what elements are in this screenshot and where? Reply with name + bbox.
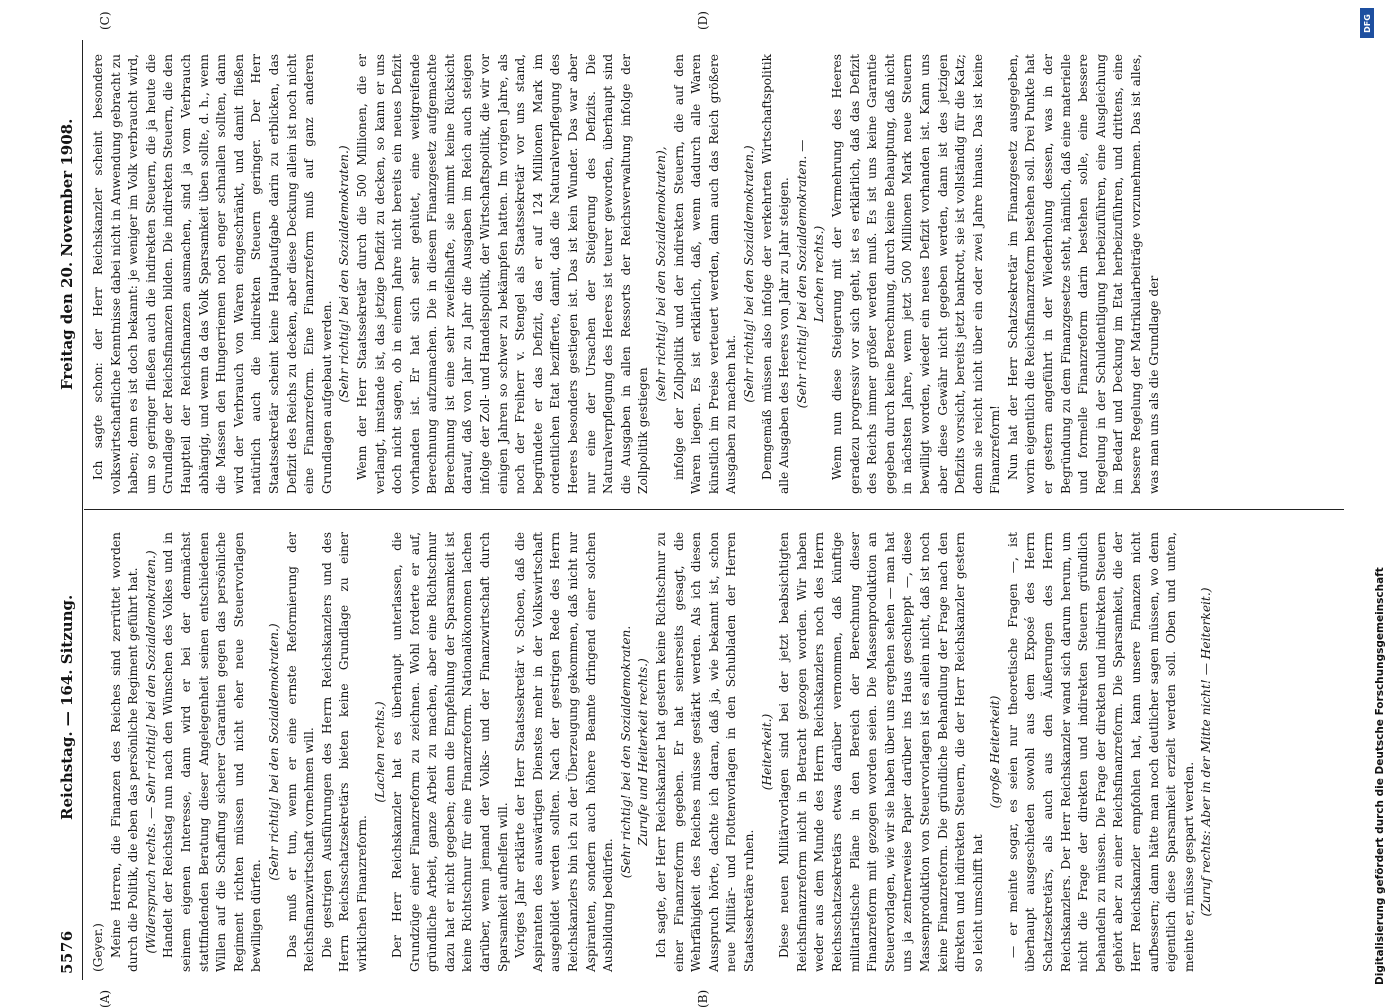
interjection: (Sehr richtig! bei den Sozialdemokraten. — [794, 139, 809, 409]
interjection: (Zuruf rechts: Aber in der Mitte nicht! — Heiterkeit.) [1199, 587, 1214, 917]
margin-mark-b: (B) [696, 989, 710, 1008]
digitization-credit: Digitalisierung gefördert durch die Deutsche Forschungsgemeinschaft [1374, 567, 1386, 985]
page-number: 5576 [58, 930, 76, 974]
interjection: (sehr richtig! bei den Sozialdemokraten), [654, 146, 668, 402]
interjection: (Sehr richtig! bei den Sozialdemokraten.) [741, 145, 756, 403]
scanned-page [56, 11, 1346, 1008]
paragraph: infolge der Zollpolitik und der indirekten Steuern, die auf den Waren liegen. Es ist erklärlich, daß, wenn dadurch alle Waren künstlich im Preise verteuert werden, dann auch das Reich größere Ausgaben zu machen hat. [671, 54, 739, 494]
session-title: Reichstag. — 164. Sitzung. [58, 594, 76, 820]
interjection: (Lachen rechts.) [372, 701, 387, 803]
paragraph: Die gestrigen Ausführungen des Herrn Reichskanzlers und des Herrn Reichsschatzsekretärs bieten keine Grundlage zu einer wirklichen Finanzreform. [319, 532, 369, 972]
paragraph: Voriges Jahr erklärte der Herr Staatssekretär v. Schoen, daß die Aspiranten des auswärtigen Dienstes mehr in der Volkswirtschaft ausgebildet werden sollten. Nach der gestrigen Rede des Herrn Reichskanzlers bin ich zu der Überzeugung gekommen, daß nicht nur Aspiranten, sondern auch höhere Beamte dringend einer solchen Ausbildung bedürfen. [513, 532, 616, 972]
margin-mark-a: (A) [98, 989, 112, 1008]
paragraph: Meine Herren, die Finanzen des Reiches sind zerrüttet worden durch die Politik, die eben das persönliche Regiment geführt hat. [108, 532, 141, 972]
column-divider [84, 509, 1344, 510]
paragraph: Das muß er tun, wenn er eine ernste Reformierung der Reichsfinanzwirtschaft vornehmen will. [284, 532, 317, 972]
paragraph: Ich sagte, der Herr Reichskanzler hat gestern keine Richtschnur zu einer Finanzreform gegeben. Er hat seinerseits gesagt, die Wehrfähigkeit des Reiches müsse gestärkt werden. Als ich diesen Ausspruch hörte, dachte ich daran, daß ja, wie bekannt ist, schon neue Militär- und Flottenvorlagen in den Schubladen der Herren Staatssekretäre ruhen. [654, 532, 756, 972]
paragraph: — er meinte sogar, es seien nur theoretische Fragen —, ist überhaupt ausgeschieden sowohl aus dem Exposé des Herrn Schatzsekretärs, als auch aus den Äußerungen des Herrn Reichskanzlers. Der Herr Reichskanzler wand sich darum herum, um nicht die Frage der direkten und indirekten Steuern gründlich behandeln zu müssen. Die Frage der direkten und indirekten Steuern gehört aber zu einer Reichsfinanzreform. Die Sparsamkeit, die der Herr Reichskanzler empfohlen hat, kann unsere Finanzen nicht aufbessern; dann hätte man noch deutlicher sagen müssen, wo denn eigentlich diese Sparsamkeit erzielt werden soll. Oben und unten, meinte er, müsse gespart werden. [1005, 532, 1196, 972]
paragraph: Handelt der Reichstag nun nach den Wünschen des Volkes und in seinem eigenen Interesse, dann wird er bei der demnächst stattfindenden Beratung dieser Angelegenheit seinen entschiedenen Willen auf die Schaffung sicherer Garantien gegen das persönliche Regiment richten müssen und nicht eher neue Steuervorlagen bewilligen dürfen. [161, 532, 264, 972]
interjection: Lachen rechts.) [812, 225, 827, 323]
interjection: (Sehr richtig! bei den Sozialdemokraten. [618, 625, 633, 879]
page-header [56, 40, 80, 980]
interjection: (Sehr richtig! bei den Sozialdemokraten.) [337, 145, 352, 403]
paragraph: Wenn nun diese Steigerung mit der Vermehrung des Heeres geradezu progressiv vor sich geht, ist es erklärlich, daß das Defizit des Reichs immer größer werden muß. Es ist uns keine Garantie gegeben durch keine Berechnung, durch keine Behauptung, daß nicht in nächsten Jahre, wenn jetzt 500 Millionen Mark neue Steuern bewilligt worden, wieder ein neues Defizit vorhanden ist. Kann uns aber diese Gewähr nicht gegeben werden, dann ist des jetzigen Defizits vorsicht, bereits jetzt bankrott, sie ist vollständig für die Katz; denn sie reicht nicht über ein oder zwei Jahre hinaus. Das ist keine Finanzreform! [829, 54, 1003, 494]
paragraph: Wenn der Herr Staatssekretär durch die 500 Millionen, die er verlangt, imstande ist, das jetzige Defizit zu decken, so kann er uns doch nicht sagen, ob in einem Jahre nicht bereits ein neues Defizit vorhanden ist. Er hat sich sehr gehütet, eine weitgreifende Berechnung aufzumachen. Die in diesem Finanzgesetz aufgemachte Berechnung ist eine sehr zweifelhafte, sie nimmt keine Rücksicht darauf, daß von Jahr zu Jahr die Ausgaben im Reich auch steigen infolge der Zoll- und Handelspolitik, der Wirtschaftspolitik, die wir vor einigen Jahren so schwer zu bekämpfen hatten. Im vorigen Jahre, als noch der Freiherr v. Stengel als Staatssekretär vor uns stand, begründete er das Defizit, das er auf 124 Millionen Mark im ordentlichen Etat bezifferte, damit, daß die Naturalverpflegung des Heeres besonders gestiegen ist. Das ist kein Wunder. Das war aber nur eine der Ursachen der Steigerung des Defizits. Die Naturalverpflegung des Heeres ist teurer geworden, überhaupt sind die Ausgaben in allen Ressorts der Reichsverwaltung infolge der Zollpolitik gestiegen [354, 54, 651, 494]
paragraph: Nun hat der Herr Schatzsekretär im Finanzgesetz ausgegeben, worin eigentlich die Reichsfinanzreform bestehen soll. Drei Punkte hat er gestern angeführt in der Wiederholung dessen, was in der Begründung zu dem Finanzgesetze steht, nämlich, daß eine materielle und formelle Finanzreform darin bestehen solle, eine bessere Regelung in der Schuldentilgung herbeizuführen, eine Ausgleichung im Bedarf und Deckung im Etat herbeizuführen, und drittens, eine bessere Regelung der Matrikularbeiträge vorzunehmen. Das ist alles, was man uns als die Grundlage der [1005, 54, 1161, 494]
margin-mark-c: (C) [98, 11, 112, 30]
interjection: (Heiterkeit.) [759, 713, 774, 791]
interjection: Zurufe und Heiterkeit rechts.) [636, 658, 651, 846]
paragraph: Der Herr Reichskanzler hat es überhaupt unterlassen, die Grundzüge einer Finanzreform zu zeichnen. Wohl forderte er auf, gründliche Arbeit, ganze Arbeit zu machen, aber eine Richtschnur dazu hat er nicht gegeben; denn die Empfehlung der Sparsamkeit ist keine Richtschnur für eine Finanzreform. Nationalökonomen lachen darüber, wenn jemand der Volks- und der Finanzwirtschaft durch Sparsamkeit aufhelfen will. [390, 532, 510, 972]
margin-mark-d: (D) [696, 11, 710, 30]
header-rule [82, 40, 83, 980]
session-date: Freitag den 20. November 1908. [58, 118, 76, 390]
interjection: (Widerspruch rechts. — Sehr richtig! bei den Sozialdemokraten.) [143, 550, 158, 954]
speaker-note: (Geyer.) [91, 923, 105, 972]
interjection: (Sehr richtig! bei den Sozialdemokraten.) [266, 623, 281, 881]
dfg-logo: DFG [1360, 8, 1374, 38]
paragraph: Diese neuen Militärvorlagen sind bei der jetzt beabsichtigten Reichsfinanzreform nicht in Betracht gezogen worden. Wir haben weder aus dem Munde des Herrn Reichskanzlers noch des Herrn Reichsschatzsekretärs etwas darüber vernommen, daß künftige militaristische Pläne in den Bereich der Berechnung dieser Finanzreform mit gezogen worden seien. Die Massenproduktion an Steuervorlagen, wie wir sie haben über uns ergehen sehen — man hat uns ja zentnerweise Papier darüber ins Haus geschleppt —, diese Massenproduktion von Steuervorlagen ist es allein nicht, daß ist noch keine Finanzreform. Die gründliche Behandlung der Frage nach den direkten und indirekten Steuern, die der Herr Reichskanzler gestern so leicht umschifft hat [777, 532, 985, 972]
right-text-column [90, 54, 1340, 494]
paragraph: Ich sagte schon: der Herr Reichskanzler scheint besondere volkswirtschaftliche Kenntnisse dabei nicht in Anwendung gebracht zu haben; denn es ist doch bekannt: je weniger im Volk verbraucht wird, um so geringer fließen auch die indirekten Steuern, die ja heute die Grundlage der Reichsfinanzen bilden. Die indirekten Steuern, die den Hauptteil der Reichsfinanzen ausmachen, sind ja vom Verbrauch abhängig, und wenn da das Volk Sparsamkeit üben sollte, d. h., wenn die Massen den Hungerriemen noch enger schnallen sollten, dann wird der Verbrauch von Waren eingeschränkt, und damit fließen natürlich auch die indirekten Steuern geringer. Der Herr Staatssekretär scheint keine Hauptaufgabe darin zu erblicken, das Defizit des Reichs zu decken, aber diese Deckung allein ist noch nicht eine Finanzreform. Eine Finanzreform muß auf ganz anderen Grundlagen aufgebaut werden. [91, 54, 334, 494]
paragraph: Demgemäß müssen also infolge der verkehrten Wirtschaftspolitik alle Ausgaben des Heeres von Jahr zu Jahr steigen. [759, 54, 792, 494]
left-text-column [90, 532, 1340, 972]
interjection: (große Heiterkeit) [988, 695, 1003, 809]
